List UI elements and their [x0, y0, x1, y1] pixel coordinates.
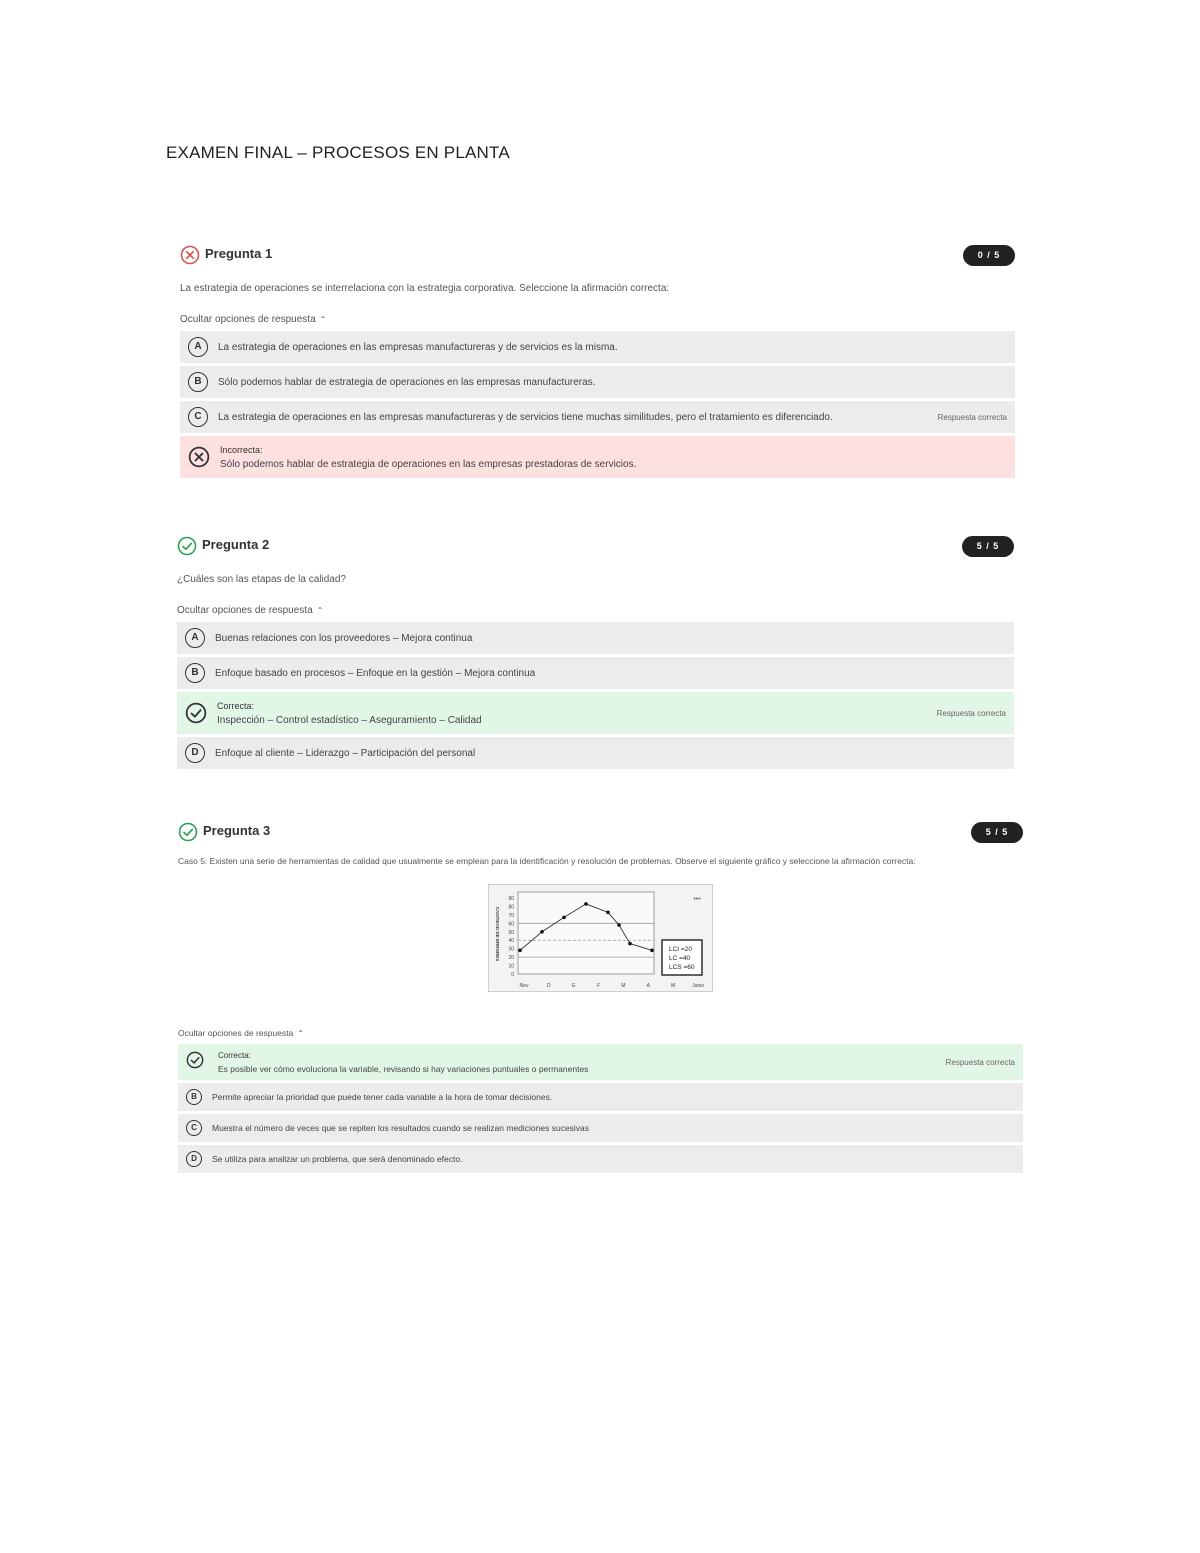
option-text: Buenas relaciones con los proveedores – Mejora continua [215, 632, 473, 644]
option-text: La estrategia de operaciones en las empresas manufactureras y de servicios tiene muchas similitudes, pero el tratamiento es diferenciado. [218, 411, 833, 423]
option-body [217, 701, 1006, 726]
option-letter-d-icon: D [186, 1151, 202, 1167]
answer-option[interactable] [180, 401, 1015, 433]
data-point [562, 916, 566, 920]
answer-option[interactable] [180, 436, 1015, 478]
question-1 [180, 245, 1015, 481]
x-tick-label: F [597, 983, 601, 989]
answer-option[interactable] [178, 1114, 1023, 1142]
question-2 [177, 536, 1014, 772]
data-point [650, 949, 654, 953]
answer-option[interactable] [180, 331, 1015, 363]
y-tick-label: 60 [508, 921, 514, 928]
score-badge: 5 / 5 [971, 822, 1023, 843]
correct-answer-flag: Respuesta correcta [937, 412, 1007, 422]
check-circle-icon [178, 822, 198, 842]
option-text: Es posible ver cómo evoluciona la variable, revisando si hay variaciones puntuales o permanentes [218, 1063, 589, 1074]
check-circle-icon [185, 702, 207, 724]
data-point [628, 942, 632, 946]
question-title: Pregunta 2 [202, 537, 270, 552]
answer-option[interactable] [178, 1145, 1023, 1173]
answer-option[interactable] [178, 1083, 1023, 1111]
x-circle-icon [188, 446, 210, 468]
answer-option[interactable] [177, 657, 1014, 689]
answer-option[interactable] [177, 692, 1014, 734]
hide-options-toggle[interactable] [180, 314, 1015, 325]
y-tick-label: 50 [508, 929, 514, 936]
question-header [180, 245, 1015, 269]
chevron-up-icon: ⌃ [319, 315, 327, 324]
score-badge: 5 / 5 [962, 536, 1014, 557]
score-badge: 0 / 5 [963, 245, 1015, 266]
option-letter-a-icon: A [188, 337, 208, 357]
control-chart [488, 884, 713, 992]
y-tick-label: 70 [508, 912, 514, 919]
question-text: La estrategia de operaciones se interrelaciona con la estrategia corporativa. Seleccione la afirmación correcta: [180, 283, 670, 294]
question-text: ¿Cuáles son las etapas de la calidad? [177, 574, 346, 585]
x-circle-icon [180, 245, 200, 265]
data-point [584, 902, 588, 906]
data-point [540, 930, 544, 934]
toggle-label: Ocultar opciones de respuesta [178, 1028, 294, 1038]
data-point [617, 923, 621, 927]
y-tick-label: 10 [508, 963, 514, 970]
correct-answer-flag: Respuesta correcta [945, 1057, 1015, 1067]
option-letter-a-icon: A [185, 628, 205, 648]
x-tick-label: A [646, 983, 651, 989]
question-title: Pregunta 3 [203, 823, 271, 838]
option-body [215, 633, 1006, 644]
answer-option[interactable] [180, 366, 1015, 398]
option-body [218, 342, 1007, 353]
x-tick-label: M [621, 983, 626, 989]
document-title: EXAMEN FINAL – PROCESOS EN PLANTA [166, 143, 510, 162]
y-tick-label: 20 [508, 955, 514, 962]
chevron-up-icon: ⌃ [316, 606, 324, 615]
option-body [218, 377, 1007, 388]
question-3 [178, 822, 1023, 1176]
x-tick-label: E [572, 983, 576, 989]
y-tick-label: 90 [508, 896, 514, 902]
control-chart-svg [488, 884, 713, 992]
legend-entry: LC =40 [669, 955, 691, 962]
x-tick-label: M [671, 983, 676, 989]
legend-entry: LCI =20 [669, 946, 692, 953]
question-header [177, 536, 1014, 560]
y-tick-label: 0 [511, 972, 514, 978]
question-header [178, 822, 1023, 846]
check-circle-icon [177, 536, 197, 556]
answer-option[interactable] [177, 737, 1014, 769]
option-text: Sólo podemos hablar de estrategia de operaciones en las empresas manufactureras. [218, 376, 596, 388]
option-status: Correcta: [218, 1050, 251, 1060]
option-body [215, 748, 1006, 759]
more-icon: ••• [693, 896, 701, 903]
option-letter-c-icon: C [188, 407, 208, 427]
legend-entry: LCS =60 [669, 964, 695, 971]
answer-option[interactable] [177, 622, 1014, 654]
chevron-up-icon: ⌃ [297, 1029, 304, 1038]
option-letter-b-icon: B [185, 663, 205, 683]
option-letter-b-icon: B [188, 372, 208, 392]
option-status: Correcta: [217, 700, 255, 711]
option-text: Enfoque al cliente – Liderazgo – Participación del personal [215, 747, 476, 759]
option-body [220, 445, 1007, 470]
y-tick-label: 40 [508, 938, 514, 945]
toggle-label: Ocultar opciones de respuesta [177, 605, 313, 616]
x-tick-label: Nov [519, 983, 529, 989]
option-body [218, 412, 1007, 423]
option-body [218, 1051, 1015, 1074]
data-point [606, 911, 610, 915]
y-tick-label: 80 [508, 904, 514, 911]
y-axis-label: CANTIDAD DE ERRORES [495, 906, 500, 962]
option-text: Enfoque basado en procesos – Enfoque en la gestión – Mejora continua [215, 667, 536, 679]
option-status: Incorrecta: [220, 444, 263, 455]
option-body [212, 1092, 1015, 1102]
data-point [518, 949, 522, 953]
option-body [215, 668, 1006, 679]
option-text: Muestra el número de veces que se repiten los resultados cuando se realizan mediciones sucesivas [212, 1123, 590, 1133]
option-text: La estrategia de operaciones en las empresas manufactureras y de servicios es la misma. [218, 341, 618, 353]
option-letter-d-icon: D [185, 743, 205, 763]
option-text: Se utiliza para analizar un problema, que será denominado efecto. [212, 1154, 463, 1164]
option-body [212, 1154, 1015, 1164]
option-text: Inspección – Control estadístico – Aseguramiento – Calidad [217, 714, 482, 726]
hide-options-toggle[interactable] [177, 605, 1014, 616]
answer-option[interactable] [178, 1044, 1023, 1080]
toggle-label: Ocultar opciones de respuesta [180, 314, 316, 325]
check-circle-icon [186, 1051, 208, 1073]
hide-options-toggle[interactable] [178, 1028, 1023, 1038]
option-text: Permite apreciar la prioridad que puede tener cada variable a la hora de tomar decisiones. [212, 1092, 553, 1102]
option-letter-c-icon: C [186, 1120, 202, 1136]
option-letter-b-icon: B [186, 1089, 202, 1105]
question-text: Caso 5: Existen una serie de herramientas de calidad que usualmente se emplean para la identificación y resolución de problemas. Observe el siguiente gráfico y seleccione la afirmación correcta: [178, 856, 916, 866]
x-tick-label: D [547, 983, 551, 989]
option-body [212, 1123, 1015, 1133]
y-tick-label: 30 [508, 946, 514, 953]
x-tick-label: Junio [692, 983, 705, 989]
question-title: Pregunta 1 [205, 246, 273, 261]
correct-answer-flag: Respuesta correcta [936, 708, 1006, 718]
option-text: Sólo podemos hablar de estrategia de operaciones en las empresas prestadoras de servicios. [220, 458, 637, 470]
